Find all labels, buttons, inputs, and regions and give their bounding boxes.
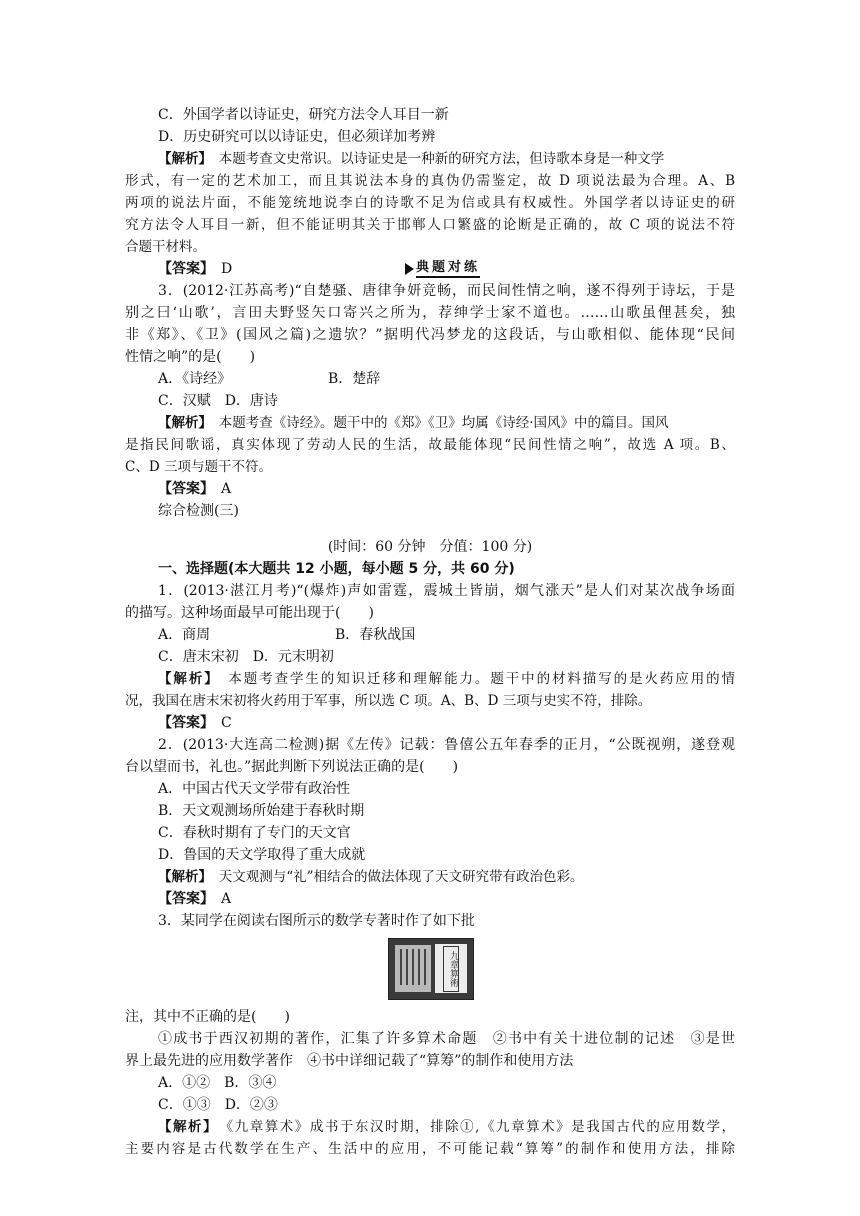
analysis-tag: 【解析】 [158,415,206,431]
statement-line: ①成书于西汉初期的著作，汇集了许多算术命题 ②书中有关十进位制的记述 ③是世 [158,1031,735,1047]
answer-tag: 【答案】 [158,715,207,731]
option-a: A．商周 [158,627,211,643]
option-d: D．历史研究可以以诗证史，但必须详加考辨 [158,129,436,145]
analysis-tag: 【解析】 [158,671,213,687]
option-c: C．春秋时期有了专门的天文官 [158,825,351,841]
section-heading: 一、选择题(本大题共 12 小题，每小题 5 分，共 60 分) [158,561,515,577]
answer-tag: 【答案】 [158,261,207,277]
analysis-line: 主要内容是古代数学在生产、生活中的应用，不可能记载“算筹”的制作和使用方法，排除 [125,1141,735,1157]
exam-meta: (时间：60 分钟 分值：100 分) [327,539,533,555]
answer-line: 【答案】 C [158,715,232,731]
option-a: A．《诗经》 [158,371,232,387]
question-line: 3．(2012·江苏高考)“自楚骚、唐律争妍竞畅，而民间性情之响，遂不得列于诗坛，于是 [158,283,735,299]
section-banner [405,260,489,278]
option-a: A．中国古代天文学带有政治性 [158,781,351,797]
analysis-line: C、D 三项与题干不符。 [125,459,272,475]
analysis-line: 【解析】 本题考查《诗经》。题干中的《郑》《卫》均属《诗经·国风》中的篇目。国风 [158,415,669,431]
book-right-page [435,944,467,993]
answer-tag: 【答案】 [158,481,207,497]
question-line: 别之曰‘山歌’，言田夫野竖矢口寄兴之所为，荐绅学士家不道也。……山歌虽俚甚矣，独 [125,305,735,321]
analysis-line: 【解析】 本题考查文史常识。以诗证史是一种新的研究方法，但诗歌本身是一种文学 [158,151,665,167]
answer-line: 【答案】 A [158,891,232,907]
section-banner-label: 典题对练 [416,260,480,278]
answer-tag: 【答案】 [158,891,207,907]
option-b: B．楚辞 [328,371,381,387]
triangle-icon [405,263,414,275]
option-b: B．天文观测场所始建于春秋时期 [158,803,365,819]
book-photo [388,938,474,1000]
statement-line: 界上最先进的应用数学著作 ④书中详细记载了“算筹”的制作和使用方法 [125,1053,574,1069]
option-cd: C．汉赋 D．唐诗 [158,393,278,409]
option-cd: C．唐末宋初 D．元末明初 [158,649,334,665]
analysis-line: 究方法令人耳目一新，但不能证明其关于邯郸人口繁盛的论断是正确的，故 C 项的说法不符 [125,217,735,233]
question-line: 台以望而书，礼也。”据此判断下列说法正确的是( ) [125,759,459,775]
question-line: 1．(2013·湛江月考)“(爆炸)声如雷霆，震城土皆崩，烟气涨天”是人们对某次战争场面 [158,583,735,599]
option-c: C．外国学者以诗证史，研究方法令人耳目一新 [158,107,449,123]
section-title: 综合检测(三) [158,503,239,519]
book-left-page [395,945,431,992]
question-line: 性情之响”的是( ) [125,349,256,365]
question-line: 非《郑》、《卫》(国风之篇)之遗欤？”据明代冯梦龙的这段话，与山歌相似、能体现“民间 [125,327,735,343]
question-line: 2．(2013·大连高二检测)据《左传》记载：鲁僖公五年春季的正月，“公既视朔，遂登观 [158,737,735,753]
analysis-line: 两项的说法片面，不能笼统地说李白的诗歌不足为信或具有权威性。外国学者以诗证史的研 [125,195,735,211]
question-line: 注，其中不正确的是( ) [125,1009,290,1025]
answer-line: 【答案】 D [158,261,233,277]
analysis-line: 形式，有一定的艺术加工，而且其说法本身的真伪仍需鉴定，故 D 项说法最为合理。A、B [125,173,735,189]
answer-line: 【答案】 A [158,481,232,497]
analysis-tag: 【解析】 [158,1119,212,1135]
analysis-line: 【解析】 天文观测与“礼”相结合的做法体现了天文研究带有政治色彩。 [158,869,584,885]
analysis-line: 【解析】 本题考查学生的知识迁移和理解能力。题干中的材料描写的是火药应用的情 [158,671,736,687]
option-b: B．春秋战国 [335,627,416,643]
analysis-tag: 【解析】 [158,151,206,167]
analysis-line: 是指民间歌谣，真实体现了劳动人民的生活，故最能体现“民间性情之响”，故选 A 项。B、 [125,437,735,453]
analysis-line: 【解析】 《九章算术》成书于东汉时期，排除①,《九章算术》是我国古代的应用数学， [158,1119,735,1135]
option-d: D．鲁国的天文学取得了重大成就 [158,847,366,863]
analysis-line: 况，我国在唐末宋初将火药用于军事，所以选 C 项。A、B、D 三项与史实不符，排除。 [125,693,652,709]
analysis-tag: 【解析】 [158,869,206,885]
book-title: 九章算術 [443,946,459,992]
question-line: 的描写。这种场面最早可能出现于( ) [125,605,374,621]
question-line: 3．某同学在阅读右图所示的数学专著时作了如下批 [158,913,475,929]
option-cd: C．①③ D．②③ [158,1097,278,1113]
option-ab: A．①② B．③④ [158,1075,277,1091]
analysis-line: 合题干材料。 [125,239,206,255]
